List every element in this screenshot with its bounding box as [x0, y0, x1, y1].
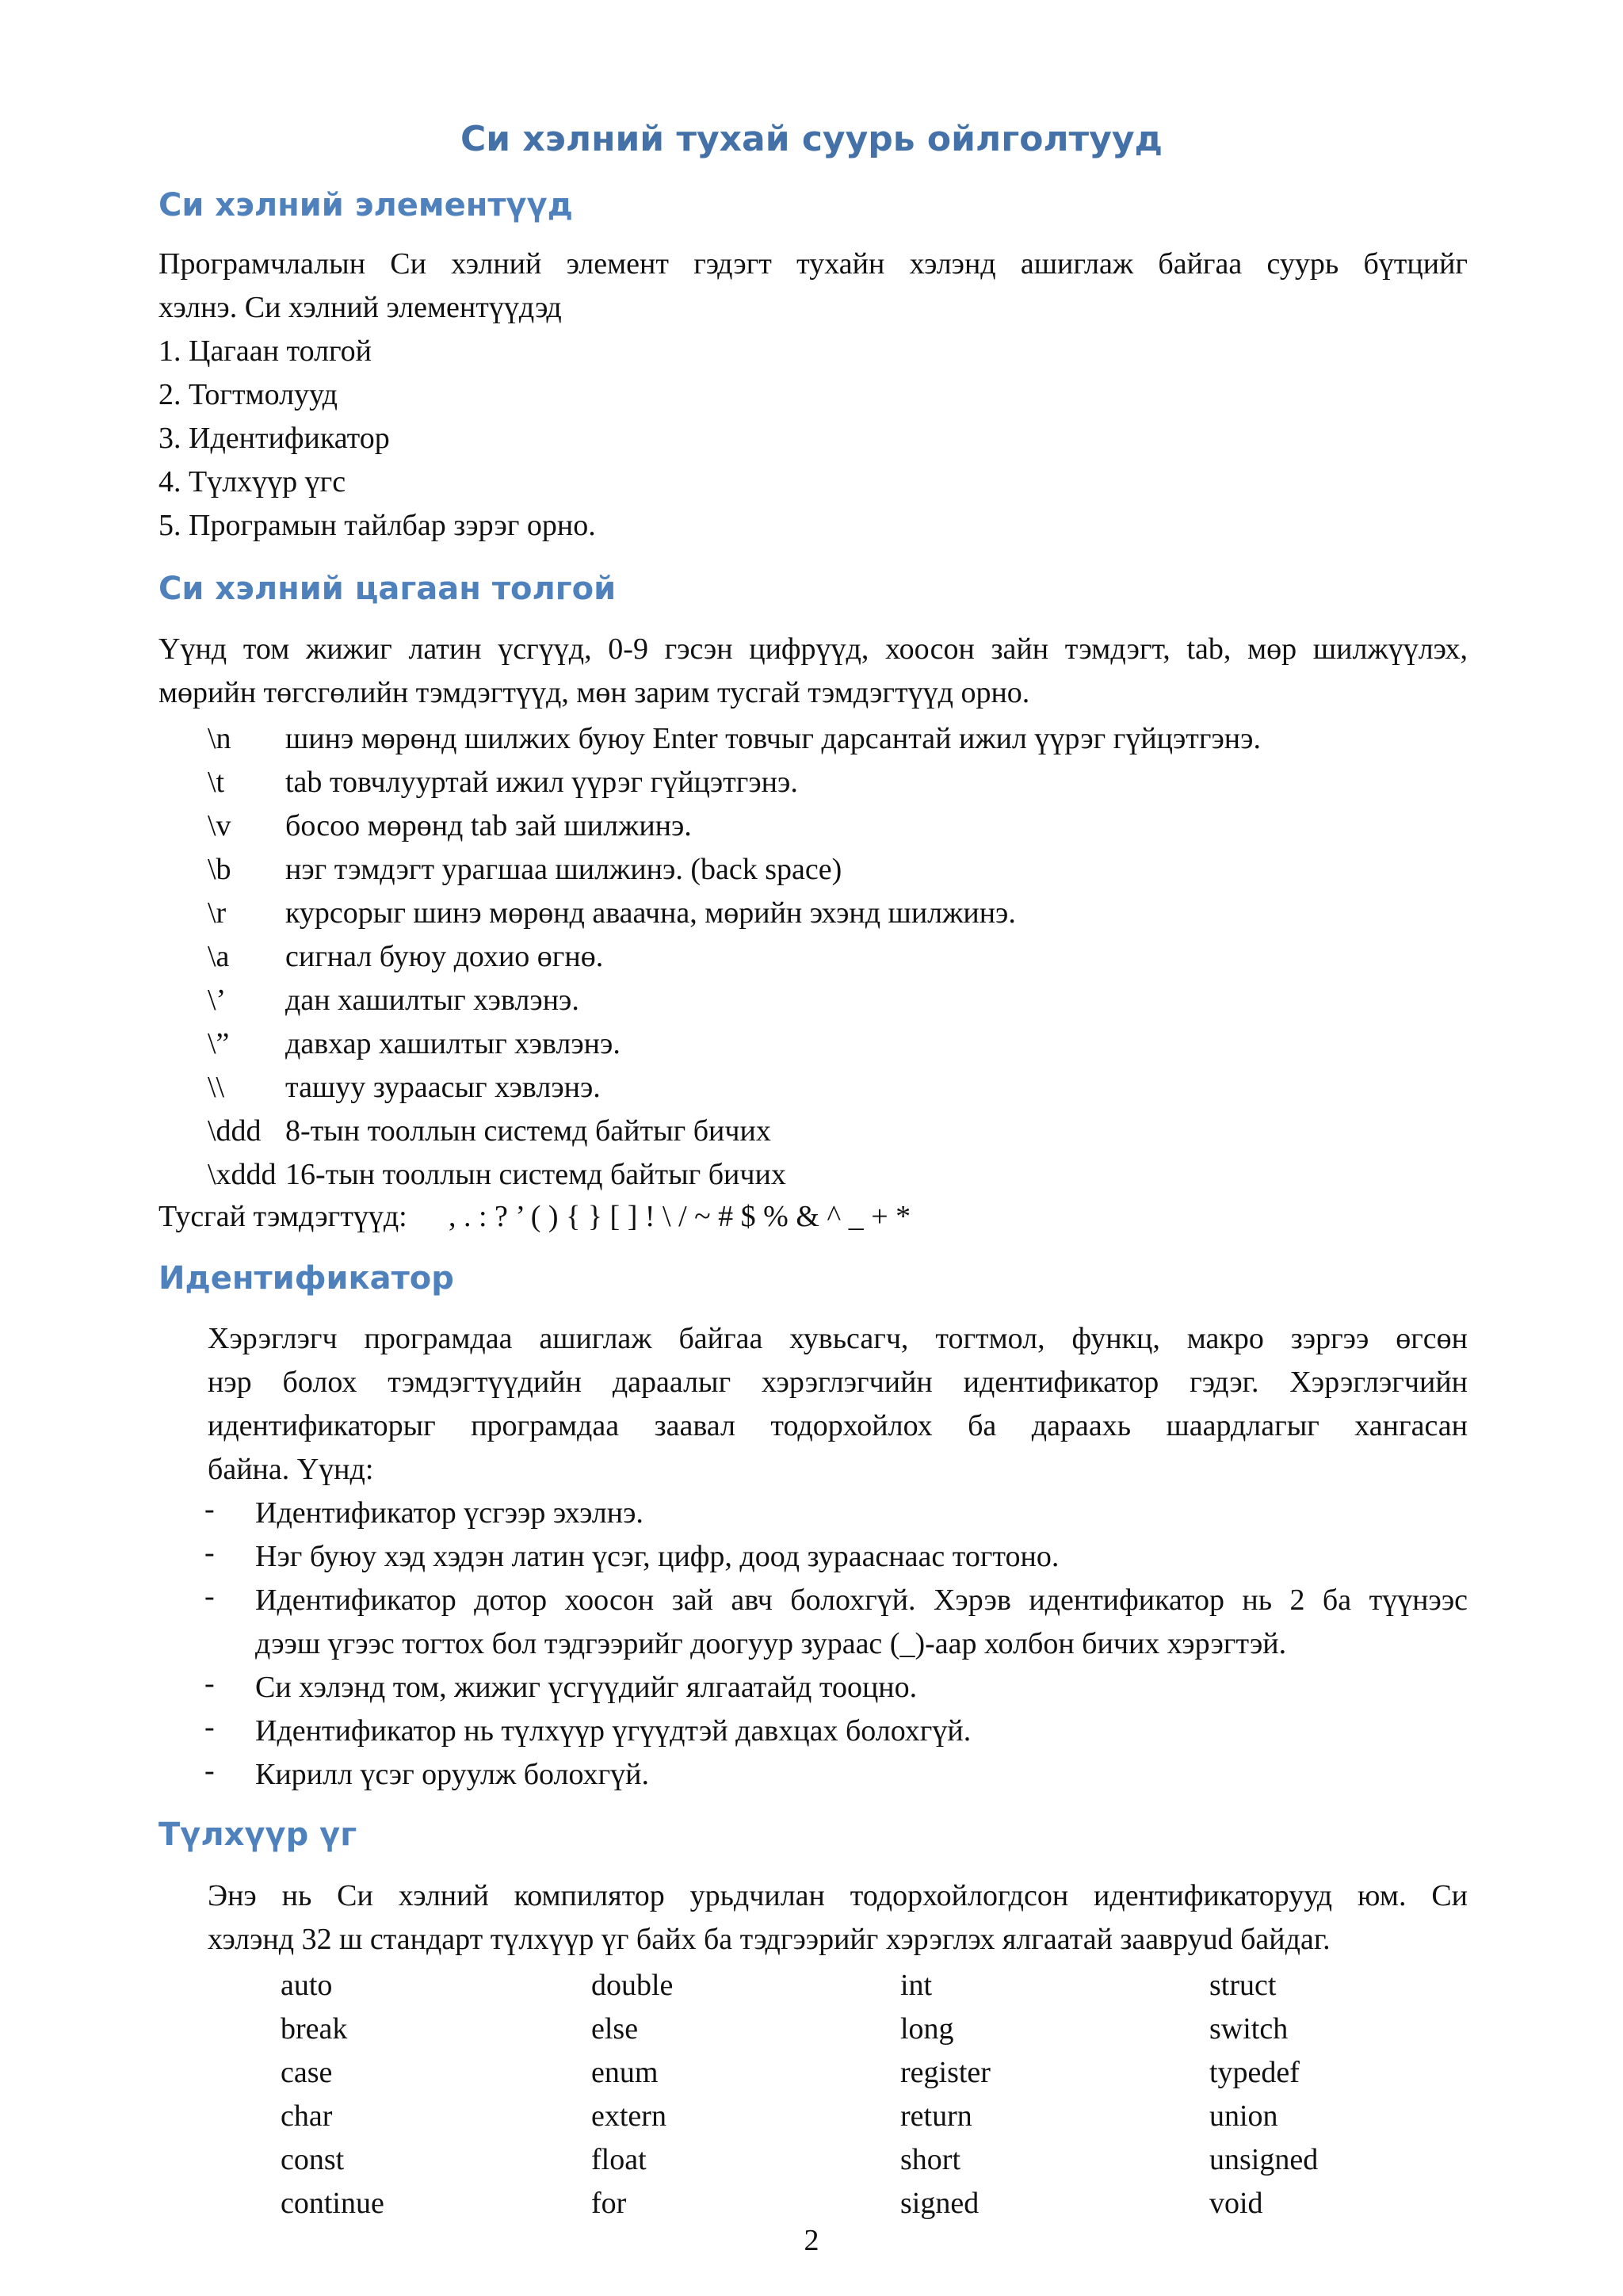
list-item: Кирилл үсэг оруулж болохгүй.: [255, 1758, 649, 1791]
list-item: 1. Цагаан толгой: [158, 334, 372, 368]
keyword-cell: extern: [591, 2099, 666, 2133]
keyword-cell: unsigned: [1209, 2143, 1319, 2176]
list-item: 2. Тогтмолууд: [158, 378, 338, 411]
keyword-cell: break: [281, 2012, 348, 2046]
escape-code: \’: [208, 984, 227, 1017]
escape-code: \”: [208, 1027, 230, 1060]
keyword-cell: short: [900, 2143, 960, 2176]
keyword-cell: union: [1209, 2099, 1278, 2133]
escape-desc: tab товчлууртай ижил үүрэг гүйцэтгэнэ.: [285, 766, 798, 799]
keyword-cell: else: [591, 2012, 639, 2046]
keyword-cell: case: [281, 2056, 333, 2089]
page-title: Си хэлний тухай суурь ойлголтууд: [460, 119, 1163, 159]
bullet-dash: -: [204, 1667, 215, 1700]
escape-code: \b: [208, 853, 231, 886]
list-item: 4. Түлхүүр үгс: [158, 465, 346, 499]
special-chars-label: Тусгай тэмдэгтүүд:: [158, 1200, 407, 1233]
list-item: Идентификатор үсгээр эхэлнэ.: [255, 1496, 643, 1530]
elements-paragraph-line2: хэлнэ. Си хэлний элементүүдэд: [158, 291, 562, 324]
escape-code: \\: [208, 1071, 225, 1104]
keyword-cell: register: [900, 2056, 991, 2089]
escape-desc: курсорыг шинэ мөрөнд аваачна, мөрийн эхэнд шилжинэ.: [285, 896, 1016, 930]
keyword-cell: switch: [1209, 2012, 1289, 2046]
keyword-cell: double: [591, 1969, 674, 2002]
alphabet-paragraph-line1: Үүнд том жижиг латин үсгүүд, 0-9 гэсэн цифрүүд, хоосон зайн тэмдэгт, tab, мөр шилжүүлэх,: [158, 632, 1468, 666]
escape-code: \xddd: [208, 1158, 277, 1191]
list-item: Си хэлэнд том, жижиг үсгүүдийг ялгаатайд тооцно.: [255, 1671, 918, 1704]
special-chars-list: , . : ? ’ ( ) { } [ ] ! \ / ~ # $ % & ^ _ + *: [449, 1200, 911, 1233]
page-number: 2: [804, 2224, 819, 2257]
escape-code: \t: [208, 766, 225, 799]
identifier-paragraph-line3: идентификаторыг програмдаа заавал тодорхойлох ба дараахь шаардлагыг хангасан: [208, 1409, 1468, 1442]
keyword-cell: long: [900, 2012, 954, 2046]
keywords-paragraph-line1: Энэ нь Си хэлний компилятор урьдчилан тодорхойлогдсон идентификаторууд юм. Си: [208, 1879, 1468, 1912]
escape-desc: шинэ мөрөнд шилжих буюу Enter товчыг дарсантай ижил үүрэг гүйцэтгэнэ.: [285, 722, 1261, 755]
keyword-cell: int: [900, 1969, 933, 2002]
bullet-dash: -: [204, 1710, 215, 1744]
heading-alphabet: Си хэлний цагаан толгой: [158, 571, 617, 607]
escape-desc: давхар хашилтыг хэвлэнэ.: [285, 1027, 621, 1060]
escape-code: \r: [208, 896, 227, 930]
elements-paragraph-line1: Програмчлалын Си хэлний элемент гэдэгт тухайн хэлэнд ашиглаж байгаа суурь бүтцийг: [158, 247, 1468, 281]
heading-keywords: Түлхүүр үг: [158, 1817, 357, 1853]
heading-elements: Си хэлний элементүүд: [158, 187, 573, 223]
escape-code: \a: [208, 940, 230, 973]
bullet-dash: -: [204, 1754, 215, 1787]
escape-code: \ddd: [208, 1114, 262, 1148]
list-item: Идентификатор дотор хоосон зай авч болохгүй. Хэрэв идентификатор нь 2 ба түүнээс: [255, 1584, 1468, 1617]
alphabet-paragraph-line2: мөрийн төгсгөлийн тэмдэгтүүд, мөн зарим тусгай тэмдэгтүүд орно.: [158, 676, 1030, 709]
keyword-cell: auto: [281, 1969, 333, 2002]
keyword-cell: const: [281, 2143, 345, 2176]
keyword-cell: typedef: [1209, 2056, 1300, 2089]
keyword-cell: void: [1209, 2187, 1263, 2220]
identifier-paragraph-line2: нэр болох тэмдэгтүүдийн дараалыг хэрэглэгчийн идентификатор гэдэг. Хэрэглэгчийн: [208, 1366, 1468, 1399]
keyword-cell: signed: [900, 2187, 980, 2220]
escape-desc: нэг тэмдэгт урагшаа шилжинэ. (back space): [285, 853, 842, 886]
identifier-paragraph-line1: Хэрэглэгч програмдаа ашиглаж байгаа хувьсагч, тогтмол, функц, макро зэргээ өгсөн: [208, 1322, 1468, 1355]
bullet-dash: -: [204, 1536, 215, 1569]
keyword-cell: char: [281, 2099, 333, 2133]
bullet-dash: -: [204, 1492, 215, 1526]
list-item-continuation: дээш үгээс тогтох бол тэдгээрийг доогуур зураас (_)-аар холбон бичих хэрэгтэй.: [255, 1627, 1287, 1660]
keyword-cell: enum: [591, 2056, 659, 2089]
keyword-cell: struct: [1209, 1969, 1277, 2002]
escape-desc: 8-тын тооллын системд байтыг бичих: [285, 1114, 771, 1148]
keyword-cell: continue: [281, 2187, 384, 2220]
escape-code: \n: [208, 722, 231, 755]
keywords-paragraph-line2: хэлэнд 32 ш стандарт түлхүүр үг байх ба тэдгээрийг хэрэглэх ялгаатай заавруud байдаг.: [208, 1923, 1331, 1956]
list-item: 5. Програмын тайлбар зэрэг орно.: [158, 509, 596, 542]
escape-desc: 16-тын тооллын системд байтыг бичих: [285, 1158, 786, 1191]
escape-desc: ташуу зураасыг хэвлэнэ.: [285, 1071, 601, 1104]
escape-desc: босоо мөрөнд tab зай шилжинэ.: [285, 809, 692, 842]
identifier-paragraph-line4: байна. Үүнд:: [208, 1453, 374, 1486]
bullet-dash: -: [204, 1580, 215, 1613]
escape-desc: сигнал буюу дохио өгнө.: [285, 940, 604, 973]
keyword-cell: return: [900, 2099, 972, 2133]
keyword-cell: for: [591, 2187, 627, 2220]
list-item: Нэг буюу хэд хэдэн латин үсэг, цифр, доод зурааснаас тогтоно.: [255, 1540, 1060, 1573]
heading-identifier: Идентификатор: [158, 1260, 454, 1297]
escape-desc: дан хашилтыг хэвлэнэ.: [285, 984, 579, 1017]
list-item: 3. Идентификатор: [158, 422, 390, 455]
list-item: Идентификатор нь түлхүүр үгүүдтэй давхцах болохгүй.: [255, 1714, 972, 1748]
escape-code: \v: [208, 809, 231, 842]
keyword-cell: float: [591, 2143, 647, 2176]
